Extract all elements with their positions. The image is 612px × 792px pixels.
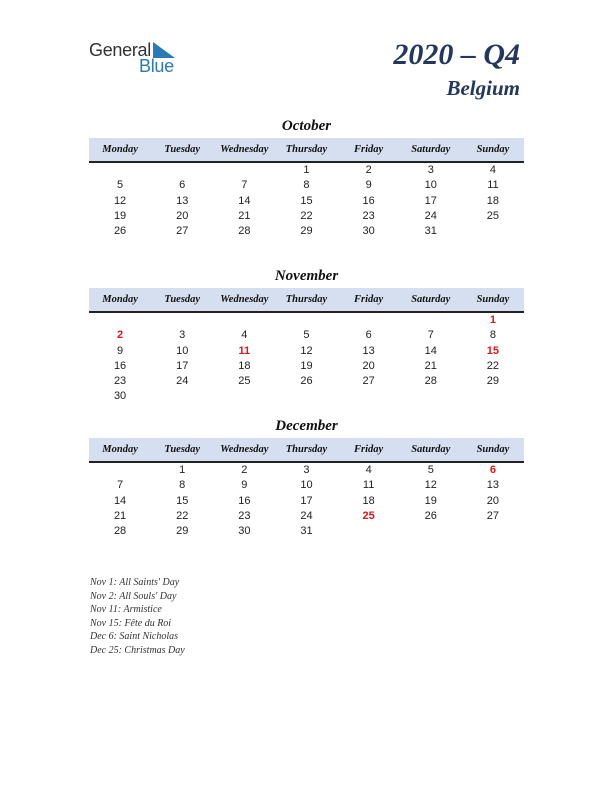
country-title: Belgium [446,76,520,100]
empty-day-cell [151,163,213,178]
weekday-header [89,438,524,463]
weekday-label: Friday [354,144,384,155]
day-cell: 3 [179,329,186,342]
day-cell: 8 [303,179,310,192]
empty-day-cell [400,313,462,328]
weekday-label: Wednesday [220,294,269,305]
day-cell: 13 [362,344,375,357]
weekday-label: Friday [354,294,384,305]
day-cell: 14 [113,494,127,507]
day-cell: 18 [238,359,251,372]
month-october [89,116,524,239]
holiday-day-cell: 25 [362,509,375,522]
day-cell: 4 [489,164,496,176]
day-cell: 2 [241,464,248,476]
empty-day-cell [275,389,337,404]
day-cell: 21 [238,209,251,222]
day-cell: 18 [486,194,500,207]
empty-day-cell [213,389,275,404]
day-cell: 28 [238,225,251,238]
empty-day-cell [151,313,213,328]
logo [89,40,189,76]
empty-day-cell [338,524,400,539]
empty-day-cell [89,313,151,328]
day-cell: 23 [113,375,127,388]
day-cell: 20 [362,359,375,372]
day-cell: 31 [300,525,313,538]
day-cell: 16 [113,359,127,372]
empty-day-cell [89,463,151,478]
holiday-day-cell: 6 [489,464,496,476]
day-cell: 29 [176,525,189,538]
day-cell: 3 [303,464,310,476]
weekday-label: Saturday [411,444,451,455]
day-cell: 17 [176,359,189,372]
holiday-note: Nov 15: Fête du Roi [90,617,172,629]
weekday-label: Monday [102,144,138,155]
day-cell: 13 [486,479,500,492]
day-cell: 4 [365,464,372,476]
day-cell: 12 [300,344,313,357]
day-cell: 7 [241,179,248,192]
weekday-label: Wednesday [220,444,269,455]
weekday-label: Saturday [411,144,451,155]
day-cell: 24 [424,209,437,222]
day-cell: 14 [424,344,437,357]
day-cell: 2 [365,164,372,176]
day-cell: 11 [362,479,375,492]
day-cell: 16 [362,194,375,207]
day-cell: 4 [241,329,248,342]
day-cell: 23 [362,209,375,222]
day-cell: 6 [179,179,186,192]
day-cell: 8 [489,329,496,342]
day-cell: 17 [424,194,437,207]
holiday-notes [90,576,185,658]
month-november [89,266,524,405]
day-cell: 22 [486,359,500,372]
day-cell: 15 [300,194,313,207]
day-cell: 30 [362,225,375,238]
day-cell: 31 [424,225,437,238]
empty-day-cell [462,224,524,239]
day-cell: 13 [176,194,189,207]
empty-day-cell [400,524,462,539]
logo-blue-text: Blue [139,56,174,76]
day-cell: 6 [365,329,372,342]
day-cell: 19 [424,494,437,507]
weekday-label: Monday [102,294,138,305]
day-cell: 24 [300,509,313,522]
day-cell: 19 [113,209,127,222]
day-cell: 23 [238,509,251,522]
day-grid [89,163,524,239]
logo-general-text: General [89,40,151,60]
day-cell: 27 [362,375,375,388]
day-cell: 9 [241,479,248,492]
day-cell: 5 [117,179,124,192]
holiday-day-cell: 1 [489,314,496,326]
weekday-label: Thursday [285,294,328,305]
day-cell: 12 [424,479,437,492]
day-cell: 9 [365,179,372,192]
day-grid [89,313,524,405]
empty-day-cell [338,389,400,404]
weekday-label: Sunday [476,144,510,155]
month-title: October [281,118,332,134]
holiday-note: Nov 2: All Souls' Day [90,590,177,602]
day-cell: 21 [424,359,437,372]
day-cell: 25 [486,209,500,222]
day-cell: 1 [303,164,310,176]
empty-day-cell [89,163,151,178]
day-cell: 30 [238,525,251,538]
day-cell: 14 [238,194,251,207]
day-cell: 15 [176,494,189,507]
day-cell: 24 [176,375,189,388]
day-cell: 30 [113,390,127,403]
weekday-label: Sunday [476,444,510,455]
month-title: December [275,418,338,434]
day-cell: 25 [238,375,251,388]
day-cell: 21 [113,509,127,522]
day-cell: 17 [300,494,313,507]
day-cell: 27 [486,509,500,522]
holiday-note: Nov 1: All Saints' Day [90,577,180,588]
empty-day-cell [213,163,275,178]
weekday-label: Tuesday [164,144,201,155]
empty-day-cell [275,313,337,328]
holiday-note: Dec 6: Saint Nicholas [90,631,179,643]
weekday-label: Tuesday [164,444,201,455]
day-cell: 5 [427,464,434,476]
day-cell: 20 [486,494,500,507]
day-cell: 26 [424,509,437,522]
day-cell: 26 [113,225,127,238]
empty-day-cell [462,389,524,404]
day-cell: 16 [238,494,251,507]
day-cell: 12 [113,194,127,207]
day-cell: 19 [300,359,313,372]
weekday-label: Wednesday [220,144,269,155]
day-cell: 27 [176,225,189,238]
weekday-header [89,288,524,313]
empty-day-cell [462,524,524,539]
empty-day-cell [213,313,275,328]
day-cell: 10 [424,179,437,192]
day-cell: 26 [300,375,313,388]
holiday-day-cell: 11 [238,344,251,357]
day-cell: 29 [300,225,313,238]
empty-day-cell [338,313,400,328]
weekday-header [89,138,524,163]
day-cell: 7 [427,329,434,342]
day-cell: 18 [362,494,375,507]
day-cell: 10 [176,344,189,357]
holiday-day-cell: 15 [486,344,500,357]
day-cell: 11 [487,179,499,192]
page-title: 2020 – Q4 [393,38,520,71]
weekday-label: Saturday [411,294,451,305]
day-cell: 10 [300,479,313,492]
day-cell: 3 [427,164,434,176]
day-cell: 7 [117,479,124,492]
weekday-label: Friday [354,444,384,455]
empty-day-cell [400,389,462,404]
day-cell: 8 [179,479,186,492]
day-cell: 28 [424,375,437,388]
holiday-day-cell: 2 [117,329,124,342]
month-title: November [274,268,339,284]
holiday-note: Dec 25: Christmas Day [90,644,185,656]
weekday-label: Thursday [285,144,328,155]
weekday-label: Tuesday [164,294,201,305]
day-cell: 22 [300,209,313,222]
holiday-note: Nov 11: Armistice [90,604,162,616]
day-cell: 29 [486,375,500,388]
weekday-label: Thursday [285,444,328,455]
weekday-label: Monday [102,444,138,455]
weekday-label: Sunday [476,294,510,305]
day-cell: 28 [113,525,127,538]
day-cell: 22 [176,509,189,522]
day-cell: 20 [176,209,189,222]
day-grid [89,463,524,539]
day-cell: 1 [179,464,186,476]
month-december [89,416,524,539]
empty-day-cell [151,389,213,404]
day-cell: 9 [117,344,124,357]
day-cell: 5 [303,329,310,342]
